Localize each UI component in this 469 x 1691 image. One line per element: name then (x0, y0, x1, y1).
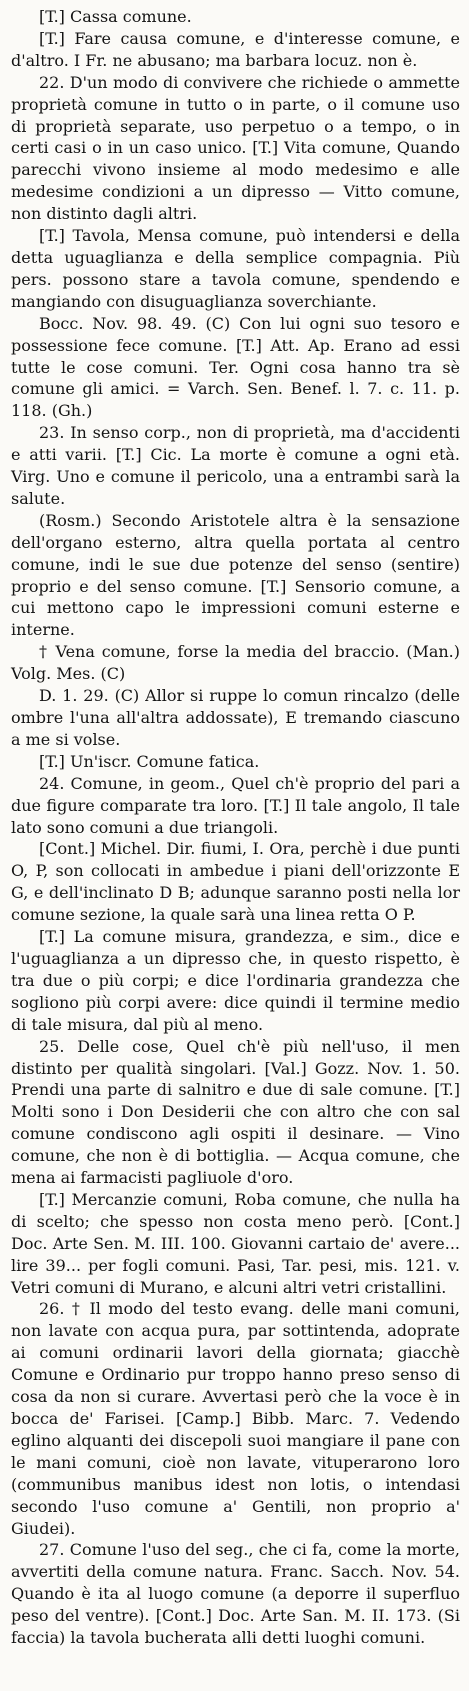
dictionary-paragraph: [Cont.] Michel. Dir. fiumi, I. Ora, perchè i due punti O, P, son collocati in ambedue i piani dell'orizzonte E G, e dell'inclinato D B; adunque saranno posti nella lor comune sezione, la quale sarà una linea retta O P. (11, 839, 460, 925)
dictionary-paragraph: 27. Comune l'uso del seg., che ci fa, come la morte, avvertiti della comune natura. Franc. Sacch. Nov. 54. Quando è ita al luogo comune (a deporre il superfluo peso del ventre). [Cont.] Doc. Arte San. M. II. 173. (Si faccia) la tavola bucherata alli detti luoghi comuni. (11, 1540, 460, 1648)
dictionary-paragraph: † Vena comune, forse la media del braccio. (Man.) Volg. Mes. (C) (11, 642, 460, 684)
dictionary-paragraph: [T.] Cassa comune. (39, 7, 192, 26)
dictionary-paragraph: [T.] Un'iscr. Comune fatica. (39, 751, 260, 771)
dictionary-paragraph: [T.] La comune misura, grandezza, e sim., dice e l'uguaglianza a un dipresso che, in questo rispetto, è tra due o più corpi; e dice l'ordinaria grandezza che sogliono più corpi avere: dice quindi il termine medio di tale misura, dal più al meno. (11, 927, 460, 1034)
dictionary-paragraph: [T.] Mercanzie comuni, Roba comune, che nulla ha di scelto; che spesso non costa meno però. [Cont.] Doc. Arte Sen. M. III. 100. Giovanni cartaio de' avere... lire 39... per fogli comuni. Pasi, Tar. pesi, mis. 121. v. Vetri comuni di Murano, e alcuni altri vetri cristallini. (11, 1189, 460, 1297)
dictionary-paragraph: 23. In senso corp., non di proprietà, ma d'accidenti e atti varii. [T.] Cic. La morte è comune a ogni età. Virg. Uno e comune il pericolo, una a entrambi sarà la salute. (11, 423, 460, 508)
dictionary-paragraph: [T.] Fare causa comune, e d'interesse comune, e d'altro. I Fr. ne abusano; ma barbara locuz. non è. (11, 28, 460, 70)
dictionary-paragraph: [T.] Tavola, Mensa comune, può intendersi e della detta uguaglianza e della semplice compagnia. Più pers. possono stare a tavola comune, spendendo e mangiando con disuguaglianza soverchiante. (11, 226, 460, 311)
dictionary-paragraph: D. 1. 29. (C) Allor si ruppe lo comun rincalzo (delle ombre l'una all'altra addossate), E tremando ciascuno a me si volse. (11, 686, 460, 749)
dictionary-paragraph: 26. † Il modo del testo evang. delle mani comuni, non lavate con acqua pura, par sottintenda, adoprate ai comuni ordinarii lavori della giornata; giacchè Comune e Ordinario pur troppo hanno preso senso di cosa da non si curare. Avvertasi però che la voce è in bocca de' Farisei. [Camp.] Bibb. Marc. 7. Vedendo eglino alquanti dei discepoli suoi mangiare il pane con le mani comuni, cioè non lavate, vituperarono loro (communibus manibus idest non lotis, o intendasi secondo l'uso comune a' Gentili, non proprio a' Giudei). (11, 1299, 460, 1538)
dictionary-paragraph: 24. Comune, in geom., Quel ch'è proprio del pari a due figure comparate tra loro. [T.] Il tale angolo, Il tale lato sono comuni a due triangoli. (11, 773, 460, 837)
dictionary-paragraph: 22. D'un modo di convivere che richiede o ammette proprietà comune in tutto o in parte, o il comune uso di proprietà separate, uso perpetuo o a tempo, o in certi casi o in un caso unico. [T.] Vita comune, Quando parecchi vivono insieme al modo medesimo e alle medesime condizioni a un dipresso — Vitto comune, non distinto dagli altri. (11, 72, 460, 224)
dictionary-paragraph: (Rosm.) Secondo Aristotele altra è la sensazione dell'organo esterno, altra quella portata al centro comune, indi le sue due potenze del senso (sentire) proprio e del senso comune. [T.] Sensorio comune, a cui mettono capo le impressioni comuni esterne e interne. (11, 510, 460, 640)
dictionary-paragraph: 25. Delle cose, Quel ch'è più nell'uso, il men distinto per qualità singolari. [Val.] Gozz. Nov. 1. 50. Prendi una parte di salnitro e due di sale comune. [T.] Molti sono i Don Desiderii che con altro che con sal comune condiscono agli ospiti il desinare. — Vino comune, che non è di bottiglia. — Acqua comune, che mena ai farmacisti pagliuole d'oro. (11, 1036, 460, 1188)
dictionary-paragraph: Bocc. Nov. 98. 49. (C) Con lui ogni suo tesoro e possessione fece comune. [T.] Att. Ap. Erano ad essi tutte le cose comuni. Ter. Ogni cosa hanno tra sè comune gli amici. = Varch. Sen. Benef. l. 7. c. 11. p. 118. (Gh.) (11, 313, 460, 421)
